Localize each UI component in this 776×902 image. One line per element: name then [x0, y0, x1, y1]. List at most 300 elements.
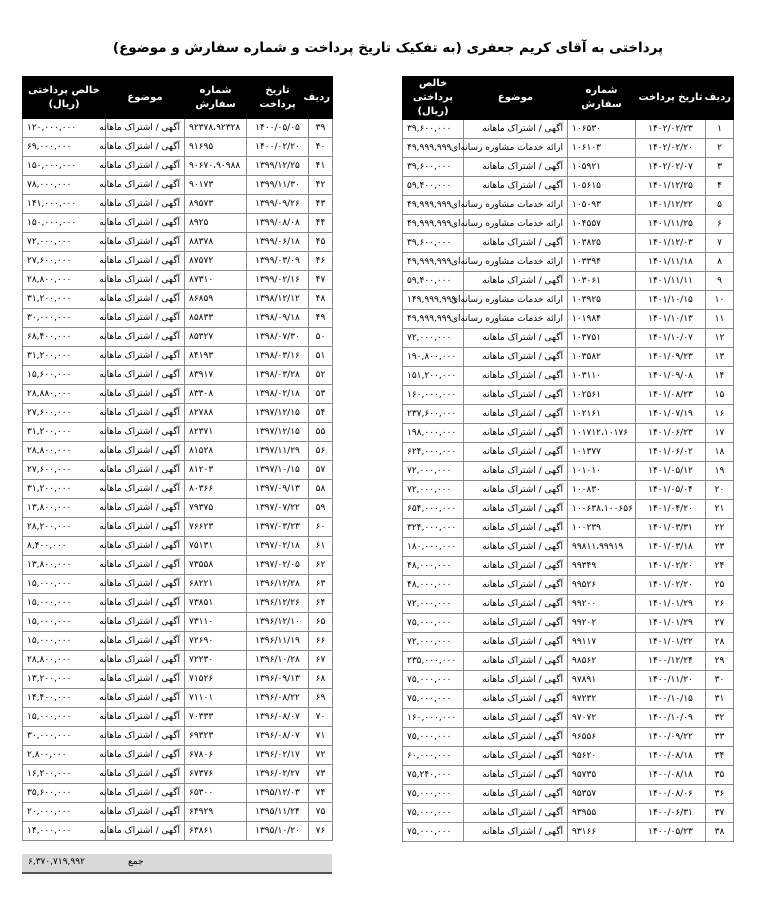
order-number-cell: ۱۰۲۱۶۱	[568, 405, 636, 424]
subject-cell: آگهی / اشتراک ماهانه	[464, 443, 568, 462]
row-number-cell: ۴۶	[309, 252, 333, 271]
amount-cell: ۲,۸۰۰,۰۰۰	[23, 746, 106, 765]
subject-cell: آگهی / اشتراک ماهانه	[106, 176, 185, 195]
subject-cell: آگهی / اشتراک ماهانه	[464, 367, 568, 386]
date-cell: ۱۳۹۷/۰۲/۱۸	[247, 537, 309, 556]
row-number-cell: ۷	[706, 234, 734, 253]
date-cell: ۱۴۰۱/۰۳/۱۸	[636, 538, 706, 557]
row-number-cell: ۶۷	[309, 651, 333, 670]
subject-cell: آگهی / اشتراک ماهانه	[106, 499, 185, 518]
amount-cell: ۶۰,۰۰۰,۰۰۰	[403, 747, 464, 766]
table-row	[23, 404, 333, 423]
row-number-cell: ۷۰	[309, 708, 333, 727]
table-row	[23, 461, 333, 480]
subject-cell: آگهی / اشتراک ماهانه	[464, 500, 568, 519]
subject-cell: آگهی / اشتراک ماهانه	[464, 785, 568, 804]
subject-cell: آگهی / اشتراک ماهانه	[106, 461, 185, 480]
amount-cell: ۳۱,۲۰۰,۰۰۰	[23, 480, 106, 499]
amount-cell: ۱۸۰,۰۰۰,۰۰۰	[403, 538, 464, 557]
order-number-cell: ۷۳۱۱۰	[185, 613, 247, 632]
table-row	[23, 803, 333, 822]
row-number-cell: ۵۶	[309, 442, 333, 461]
amount-cell: ۲۰,۰۰۰,۰۰۰	[23, 803, 106, 822]
table-row	[403, 652, 734, 671]
row-number-cell: ۶۱	[309, 537, 333, 556]
row-number-cell: ۴۴	[309, 214, 333, 233]
subject-cell: آگهی / اشتراک ماهانه	[106, 670, 185, 689]
table-row	[403, 139, 734, 158]
subject-cell: ارائه خدمات مشاوره رسانه‌ای	[464, 253, 568, 272]
date-cell: ۱۴۰۱/۰۵/۱۲	[636, 462, 706, 481]
table-row	[403, 519, 734, 538]
amount-cell: ۲۷,۶۰۰,۰۰۰	[23, 461, 106, 480]
date-cell: ۱۴۰۱/۰۹/۲۳	[636, 348, 706, 367]
row-number-cell: ۷۵	[309, 803, 333, 822]
table-row	[23, 290, 333, 309]
row-number-cell: ۶۸	[309, 670, 333, 689]
subject-cell: آگهی / اشتراک ماهانه	[464, 576, 568, 595]
amount-cell: ۷۵,۰۰۰,۰۰۰	[403, 785, 464, 804]
table-row	[403, 348, 734, 367]
order-number-cell: ۱۰۳۵۸۲	[568, 348, 636, 367]
date-cell: ۱۳۹۷/۰۹/۱۳	[247, 480, 309, 499]
subject-cell: ارائه خدمات مشاوره رسانه‌ای	[464, 215, 568, 234]
subject-cell: ارائه خدمات مشاوره رسانه‌ای	[464, 291, 568, 310]
amount-cell: ۷۸,۰۰۰,۰۰۰	[23, 176, 106, 195]
order-number-cell: ۹۹۱۱۷	[568, 633, 636, 652]
amount-cell: ۴۹,۹۹۹,۹۹۹	[403, 253, 464, 272]
row-number-cell: ۵	[706, 196, 734, 215]
subject-cell: آگهی / اشتراک ماهانه	[106, 214, 185, 233]
date-cell: ۱۴۰۰/۰۶/۳۱	[636, 804, 706, 823]
subject-cell: آگهی / اشتراک ماهانه	[106, 537, 185, 556]
amount-cell: ۵۹,۴۰۰,۰۰۰	[403, 272, 464, 291]
table-row	[403, 215, 734, 234]
amount-cell: ۷۲,۰۰۰,۰۰۰	[403, 462, 464, 481]
date-cell: ۱۴۰۰/۱۰/۰۹	[636, 709, 706, 728]
row-number-cell: ۱	[706, 120, 734, 139]
date-cell: ۱۴۰۱/۰۷/۱۹	[636, 405, 706, 424]
order-number-cell: ۸۰۳۶۶	[185, 480, 247, 499]
order-number-cell: ۷۲۲۳۰	[185, 651, 247, 670]
date-cell: ۱۴۰۱/۰۳/۳۱	[636, 519, 706, 538]
subject-cell: آگهی / اشتراک ماهانه	[464, 709, 568, 728]
date-cell: ۱۴۰۱/۱۰/۱۵	[636, 291, 706, 310]
row-number-cell: ۴۳	[309, 195, 333, 214]
order-number-cell: ۹۳۱۶۶	[568, 823, 636, 842]
amount-cell: ۷۵,۰۰۰,۰۰۰	[403, 823, 464, 842]
subject-cell: آگهی / اشتراک ماهانه	[106, 632, 185, 651]
table-row	[23, 347, 333, 366]
order-number-cell: ۸۳۳۰۸	[185, 385, 247, 404]
row-number-cell: ۶	[706, 215, 734, 234]
order-number-cell: ۶۸۲۲۱	[185, 575, 247, 594]
date-cell: ۱۴۰۱/۰۱/۲۲	[636, 633, 706, 652]
subject-cell: آگهی / اشتراک ماهانه	[464, 177, 568, 196]
order-number-cell: ۷۶۶۲۳	[185, 518, 247, 537]
order-number-cell: ۹۷۸۹۱	[568, 671, 636, 690]
table-row	[23, 727, 333, 746]
date-cell: ۱۳۹۵/۱۲/۰۳	[247, 784, 309, 803]
amount-cell: ۷۵,۰۰۰,۰۰۰	[403, 671, 464, 690]
subject-cell: آگهی / اشتراک ماهانه	[106, 746, 185, 765]
table-row	[23, 689, 333, 708]
amount-cell: ۳۹,۶۰۰,۰۰۰	[403, 158, 464, 177]
date-cell: ۱۳۹۷/۰۳/۲۳	[247, 518, 309, 537]
date-cell: ۱۴۰۲/۰۲/۲۳	[636, 120, 706, 139]
date-cell: ۱۳۹۹/۰۸/۰۸	[247, 214, 309, 233]
date-cell: ۱۳۹۹/۰۳/۰۹	[247, 252, 309, 271]
date-cell: ۱۳۹۶/۱۰/۲۸	[247, 651, 309, 670]
amount-cell: ۱۴,۰۰۰,۰۰۰	[23, 822, 106, 841]
order-number-cell: ۱۰۳۷۵۱	[568, 329, 636, 348]
date-cell: ۱۳۹۷/۱۰/۱۵	[247, 461, 309, 480]
date-cell: ۱۴۰۰/۰۹/۲۲	[636, 728, 706, 747]
table-row	[23, 252, 333, 271]
row-number-cell: ۳۲	[706, 709, 734, 728]
row-number-cell: ۲۶	[706, 595, 734, 614]
date-cell: ۱۴۰۰/۱۲/۲۴	[636, 652, 706, 671]
row-number-cell: ۴۰	[309, 138, 333, 157]
subject-cell: آگهی / اشتراک ماهانه	[464, 481, 568, 500]
col-header-amount: خالص پرداختی (ریال)	[403, 77, 464, 120]
amount-cell: ۴۸,۰۰۰,۰۰۰	[403, 576, 464, 595]
date-cell: ۱۳۹۵/۱۰/۲۰	[247, 822, 309, 841]
order-number-cell: ۹۶۵۵۶	[568, 728, 636, 747]
date-cell: ۱۳۹۸/۰۳/۲۸	[247, 366, 309, 385]
order-number-cell: ۹۷۰۷۲	[568, 709, 636, 728]
date-cell: ۱۴۰۱/۱۱/۱۸	[636, 253, 706, 272]
date-cell: ۱۳۹۹/۰۹/۲۶	[247, 195, 309, 214]
date-cell: ۱۴۰۰/۰۲/۲۰	[247, 138, 309, 157]
table-row	[403, 500, 734, 519]
table-row	[403, 595, 734, 614]
order-number-cell: ۱۰۱۷۱۲،۱۰۱۷۶	[568, 424, 636, 443]
date-cell: ۱۳۹۷/۱۲/۱۵	[247, 423, 309, 442]
date-cell: ۱۳۹۹/۰۶/۱۸	[247, 233, 309, 252]
subject-cell: آگهی / اشتراک ماهانه	[106, 157, 185, 176]
row-number-cell: ۱۳	[706, 348, 734, 367]
amount-cell: ۴۹,۹۹۹,۹۹۹	[403, 215, 464, 234]
row-number-cell: ۲۹	[706, 652, 734, 671]
date-cell: ۱۴۰۰/۰۵/۲۳	[636, 823, 706, 842]
table-row	[403, 443, 734, 462]
date-cell: ۱۳۹۶/۰۸/۰۷	[247, 727, 309, 746]
subject-cell: آگهی / اشتراک ماهانه	[464, 405, 568, 424]
order-number-cell: ۸۳۹۱۷	[185, 366, 247, 385]
table-row	[23, 214, 333, 233]
subject-cell: آگهی / اشتراک ماهانه	[464, 329, 568, 348]
table-header-row	[23, 77, 333, 119]
table-row	[403, 405, 734, 424]
order-number-cell: ۱۰۱۳۷۷	[568, 443, 636, 462]
table-row	[23, 271, 333, 290]
table-row	[23, 480, 333, 499]
table-row	[403, 804, 734, 823]
amount-cell: ۱۶,۲۰۰,۰۰۰	[23, 765, 106, 784]
subject-cell: آگهی / اشتراک ماهانه	[464, 652, 568, 671]
amount-cell: ۱۳,۲۰۰,۰۰۰	[23, 670, 106, 689]
row-number-cell: ۱۵	[706, 386, 734, 405]
amount-cell: ۲۳۵,۰۰۰,۰۰۰	[403, 652, 464, 671]
amount-cell: ۷۵,۰۰۰,۰۰۰	[403, 804, 464, 823]
table-row	[23, 138, 333, 157]
order-number-cell: ۹۲۳۷۸،۹۲۳۲۸	[185, 119, 247, 138]
amount-cell: ۱۳,۸۰۰,۰۰۰	[23, 499, 106, 518]
row-number-cell: ۴۷	[309, 271, 333, 290]
amount-cell: ۱۳,۸۰۰,۰۰۰	[23, 556, 106, 575]
amount-cell: ۳۱,۲۰۰,۰۰۰	[23, 290, 106, 309]
amount-cell: ۳۹,۶۰۰,۰۰۰	[403, 234, 464, 253]
subject-cell: آگهی / اشتراک ماهانه	[106, 784, 185, 803]
table-row	[23, 385, 333, 404]
order-number-cell: ۱۰۶۱۰۳	[568, 139, 636, 158]
row-number-cell: ۳۱	[706, 690, 734, 709]
amount-cell: ۱۵,۶۰۰,۰۰۰	[23, 366, 106, 385]
table-row	[403, 120, 734, 139]
subject-cell: ارائه خدمات مشاوره رسانه‌ای	[464, 139, 568, 158]
table-row	[23, 765, 333, 784]
row-number-cell: ۱۰	[706, 291, 734, 310]
order-number-cell: ۱۰۱۰۱۰	[568, 462, 636, 481]
table-row	[403, 747, 734, 766]
amount-cell: ۴۸,۰۰۰,۰۰۰	[403, 557, 464, 576]
table-row	[403, 481, 734, 500]
table-row	[403, 272, 734, 291]
order-number-cell: ۷۱۱۰۱	[185, 689, 247, 708]
row-number-cell: ۲۱	[706, 500, 734, 519]
amount-cell: ۴۹,۹۹۹,۹۹۹	[403, 139, 464, 158]
order-number-cell: ۸۵۳۲۷	[185, 328, 247, 347]
row-number-cell: ۵۹	[309, 499, 333, 518]
row-number-cell: ۱۹	[706, 462, 734, 481]
table-row	[23, 309, 333, 328]
order-number-cell: ۸۲۳۷۱	[185, 423, 247, 442]
order-number-cell: ۸۷۵۷۲	[185, 252, 247, 271]
date-cell: ۱۴۰۱/۱۲/۰۳	[636, 234, 706, 253]
subject-cell: آگهی / اشتراک ماهانه	[106, 765, 185, 784]
date-cell: ۱۴۰۲/۰۲/۲۰	[636, 139, 706, 158]
date-cell: ۱۴۰۱/۱۰/۱۳	[636, 310, 706, 329]
table-row	[23, 537, 333, 556]
row-number-cell: ۵۴	[309, 404, 333, 423]
row-number-cell: ۴۸	[309, 290, 333, 309]
row-number-cell: ۷۳	[309, 765, 333, 784]
order-number-cell: ۷۱۵۲۶	[185, 670, 247, 689]
order-number-cell: ۱۰۶۵۳۰	[568, 120, 636, 139]
order-number-cell: ۶۹۳۲۳	[185, 727, 247, 746]
subject-cell: آگهی / اشتراک ماهانه	[106, 727, 185, 746]
date-cell: ۱۳۹۷/۱۱/۲۹	[247, 442, 309, 461]
amount-cell: ۱۲۰,۰۰۰,۰۰۰	[23, 119, 106, 138]
table-row	[403, 766, 734, 785]
order-number-cell: ۸۶۸۵۹	[185, 290, 247, 309]
date-cell: ۱۳۹۸/۰۷/۳۰	[247, 328, 309, 347]
order-number-cell: ۸۱۲۰۳	[185, 461, 247, 480]
row-number-cell: ۱۷	[706, 424, 734, 443]
subject-cell: آگهی / اشتراک ماهانه	[106, 613, 185, 632]
date-cell: ۱۴۰۱/۰۱/۲۹	[636, 595, 706, 614]
subject-cell: آگهی / اشتراک ماهانه	[106, 347, 185, 366]
order-number-cell: ۱۰۵۹۲۱	[568, 158, 636, 177]
amount-cell: ۵۹,۴۰۰,۰۰۰	[403, 177, 464, 196]
subject-cell: آگهی / اشتراک ماهانه	[106, 594, 185, 613]
row-number-cell: ۵۸	[309, 480, 333, 499]
date-cell: ۱۴۰۰/۰۸/۰۶	[636, 785, 706, 804]
order-number-cell: ۸۹۵۷۳	[185, 195, 247, 214]
order-number-cell: ۶۳۸۶۱	[185, 822, 247, 841]
row-number-cell: ۷۱	[309, 727, 333, 746]
subject-cell: آگهی / اشتراک ماهانه	[464, 158, 568, 177]
order-number-cell: ۹۱۶۹۵	[185, 138, 247, 157]
order-number-cell: ۱۰۲۵۶۱	[568, 386, 636, 405]
table-row	[23, 442, 333, 461]
subject-cell: آگهی / اشتراک ماهانه	[464, 823, 568, 842]
table-row	[403, 367, 734, 386]
order-number-cell: ۱۰۰۶۳۸،۱۰۰۶۵۶	[568, 500, 636, 519]
subject-cell: آگهی / اشتراک ماهانه	[464, 728, 568, 747]
subject-cell: آگهی / اشتراک ماهانه	[106, 385, 185, 404]
amount-cell: ۷۲,۰۰۰,۰۰۰	[23, 233, 106, 252]
amount-cell: ۱۵۰,۰۰۰,۰۰۰	[23, 214, 106, 233]
subject-cell: آگهی / اشتراک ماهانه	[106, 119, 185, 138]
subject-cell: آگهی / اشتراک ماهانه	[464, 234, 568, 253]
amount-cell: ۸,۴۰۰,۰۰۰	[23, 537, 106, 556]
amount-cell: ۶۸,۴۰۰,۰۰۰	[23, 328, 106, 347]
row-number-cell: ۳۳	[706, 728, 734, 747]
subject-cell: آگهی / اشتراک ماهانه	[106, 404, 185, 423]
order-number-cell: ۱۰۰۸۳۰	[568, 481, 636, 500]
table-row	[23, 746, 333, 765]
col-header-date: تاریخ پرداخت	[247, 77, 309, 119]
subject-cell: آگهی / اشتراک ماهانه	[106, 423, 185, 442]
amount-cell: ۱۶۰,۰۰۰,۰۰۰	[403, 386, 464, 405]
row-number-cell: ۲۲	[706, 519, 734, 538]
row-number-cell: ۱۸	[706, 443, 734, 462]
table-row	[23, 176, 333, 195]
amount-cell: ۷۲,۰۰۰,۰۰۰	[403, 481, 464, 500]
date-cell: ۱۳۹۶/۰۸/۲۲	[247, 689, 309, 708]
date-cell: ۱۴۰۰/۰۸/۱۸	[636, 747, 706, 766]
date-cell: ۱۴۰۱/۰۶/۰۲	[636, 443, 706, 462]
table-row	[23, 556, 333, 575]
subject-cell: آگهی / اشتراک ماهانه	[106, 803, 185, 822]
table-row	[23, 366, 333, 385]
table-row	[23, 157, 333, 176]
date-cell: ۱۴۰۱/۱۲/۲۲	[636, 196, 706, 215]
date-cell: ۱۳۹۸/۰۳/۱۶	[247, 347, 309, 366]
order-number-cell: ۱۰۰۲۳۹	[568, 519, 636, 538]
payments-table-left	[22, 76, 333, 841]
date-cell: ۱۳۹۶/۰۹/۱۳	[247, 670, 309, 689]
order-number-cell: ۸۴۱۹۳	[185, 347, 247, 366]
row-number-cell: ۵۵	[309, 423, 333, 442]
col-header-row-number: ردیف	[706, 77, 734, 120]
amount-cell: ۷۵,۲۴۰,۰۰۰	[403, 766, 464, 785]
amount-cell: ۳۰,۰۰۰,۰۰۰	[23, 727, 106, 746]
row-number-cell: ۱۱	[706, 310, 734, 329]
table-row	[403, 690, 734, 709]
row-number-cell: ۹	[706, 272, 734, 291]
date-cell: ۱۴۰۰/۱۱/۲۰	[636, 671, 706, 690]
table-row	[23, 518, 333, 537]
date-cell: ۱۳۹۷/۰۲/۰۵	[247, 556, 309, 575]
date-cell: ۱۳۹۶/۰۲/۱۷	[247, 746, 309, 765]
table-row	[403, 728, 734, 747]
table-row	[23, 632, 333, 651]
row-number-cell: ۲۸	[706, 633, 734, 652]
order-number-cell: ۷۵۱۳۱	[185, 537, 247, 556]
amount-cell: ۷۵,۰۰۰,۰۰۰	[403, 690, 464, 709]
order-number-cell: ۹۹۲۰۰	[568, 595, 636, 614]
date-cell: ۱۴۰۰/۱۰/۱۵	[636, 690, 706, 709]
date-cell: ۱۴۰۱/۰۲/۲۰	[636, 557, 706, 576]
table-row	[403, 234, 734, 253]
table-row	[403, 291, 734, 310]
order-number-cell: ۱۰۳۰۶۱	[568, 272, 636, 291]
amount-cell: ۷۲,۰۰۰,۰۰۰	[403, 595, 464, 614]
col-header-order: شماره سفارش	[568, 77, 636, 120]
order-number-cell: ۹۰۶۷۰،۹۰۹۸۸	[185, 157, 247, 176]
table-row	[403, 196, 734, 215]
order-number-cell: ۸۱۵۲۸	[185, 442, 247, 461]
table-row	[403, 253, 734, 272]
row-number-cell: ۵۳	[309, 385, 333, 404]
date-cell: ۱۳۹۸/۱۲/۱۲	[247, 290, 309, 309]
date-cell: ۱۳۹۵/۱۱/۲۴	[247, 803, 309, 822]
row-number-cell: ۵۰	[309, 328, 333, 347]
order-number-cell: ۱۰۱۹۸۴	[568, 310, 636, 329]
table-row	[403, 462, 734, 481]
date-cell: ۱۳۹۶/۱۲/۲۶	[247, 594, 309, 613]
subject-cell: آگهی / اشتراک ماهانه	[106, 233, 185, 252]
date-cell: ۱۴۰۱/۱۰/۰۷	[636, 329, 706, 348]
date-cell: ۱۳۹۶/۰۸/۰۷	[247, 708, 309, 727]
table-row	[23, 651, 333, 670]
amount-cell: ۲۸,۸۰۰,۰۰۰	[23, 271, 106, 290]
amount-cell: ۱۵۱,۲۰۰,۰۰۰	[403, 367, 464, 386]
row-number-cell: ۳۷	[706, 804, 734, 823]
table-row	[403, 386, 734, 405]
row-number-cell: ۸	[706, 253, 734, 272]
amount-cell: ۳۵,۶۰۰,۰۰۰	[23, 784, 106, 803]
order-number-cell: ۷۹۳۷۵	[185, 499, 247, 518]
date-cell: ۱۳۹۸/۰۹/۱۸	[247, 309, 309, 328]
order-number-cell: ۷۳۸۵۱	[185, 594, 247, 613]
table-row	[23, 195, 333, 214]
date-cell: ۱۴۰۱/۱۱/۱۱	[636, 272, 706, 291]
date-cell: ۱۳۹۹/۱۲/۲۵	[247, 157, 309, 176]
date-cell: ۱۴۰۰/۰۸/۱۸	[636, 766, 706, 785]
amount-cell: ۳۲۴,۰۰۰,۰۰۰	[403, 519, 464, 538]
table-row	[23, 499, 333, 518]
order-number-cell: ۷۰۳۳۳	[185, 708, 247, 727]
subject-cell: آگهی / اشتراک ماهانه	[106, 518, 185, 537]
row-number-cell: ۲۴	[706, 557, 734, 576]
row-number-cell: ۶۲	[309, 556, 333, 575]
order-number-cell: ۸۲۷۸۸	[185, 404, 247, 423]
date-cell: ۱۳۹۷/۰۷/۲۲	[247, 499, 309, 518]
subject-cell: آگهی / اشتراک ماهانه	[106, 556, 185, 575]
subject-cell: آگهی / اشتراک ماهانه	[464, 766, 568, 785]
table-row	[403, 329, 734, 348]
order-number-cell: ۶۵۳۰۰	[185, 784, 247, 803]
subject-cell: آگهی / اشتراک ماهانه	[464, 690, 568, 709]
order-number-cell: ۹۹۵۲۶	[568, 576, 636, 595]
table-row	[23, 233, 333, 252]
row-number-cell: ۷۶	[309, 822, 333, 841]
order-number-cell: ۷۲۶۹۰	[185, 632, 247, 651]
